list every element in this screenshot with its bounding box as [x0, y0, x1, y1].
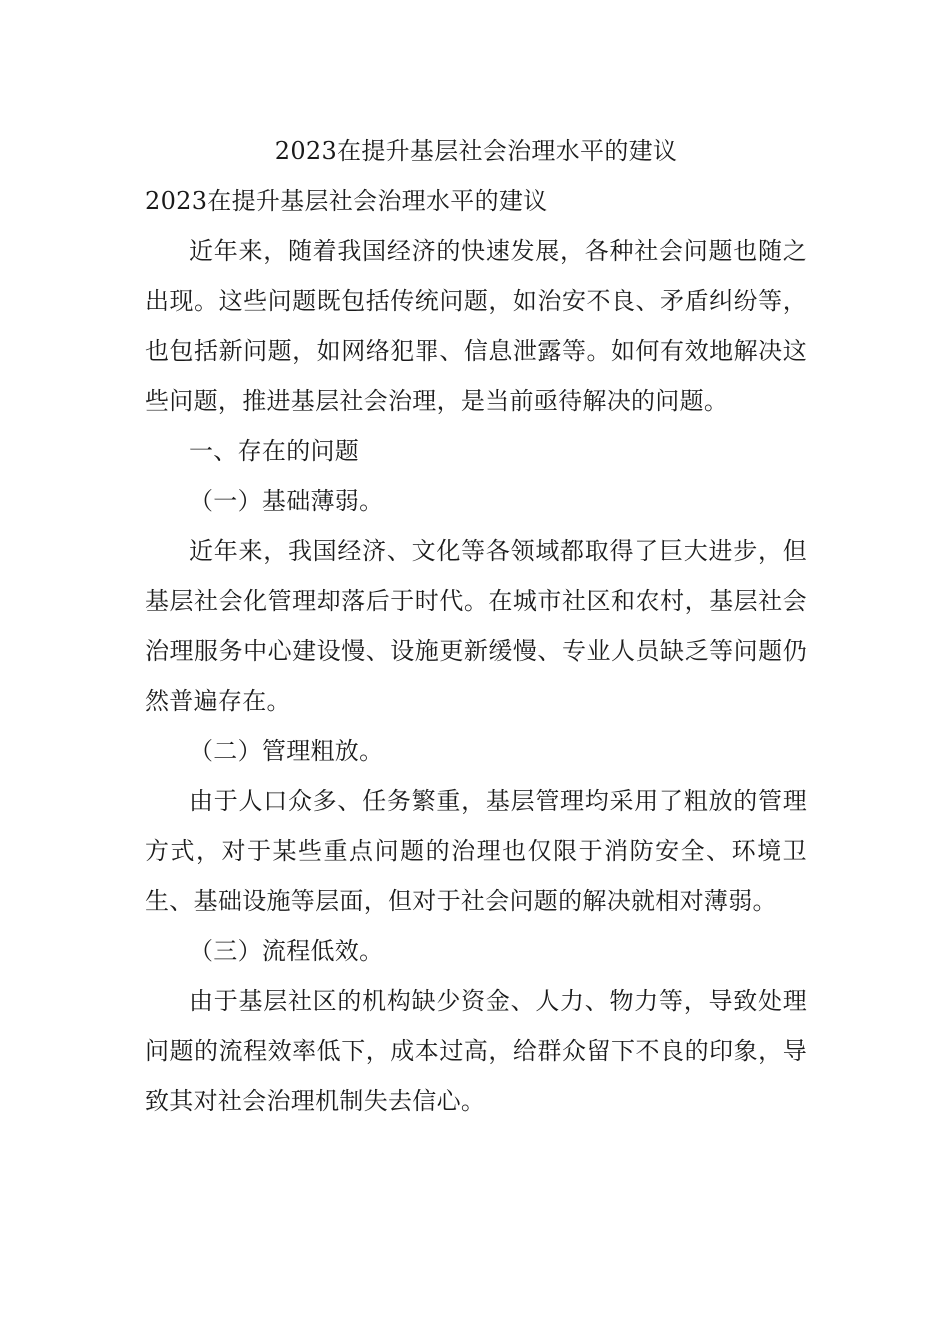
intro-paragraph: 近年来，随着我国经济的快速发展，各种社会问题也随之出现。这些问题既包括传统问题，如治安不良、矛盾纠纷等，也包括新问题，如网络犯罪、信息泄露等。如何有效地解决这些问题，推进基层社会治理，是当前亟待解决的问题。 — [145, 237, 807, 415]
document-title: 2023在提升基层社会治理水平的建议 — [274, 137, 678, 165]
subsection-heading-2: （二）管理粗放。 — [189, 737, 384, 765]
subsection-heading-1: （一）基础薄弱。 — [189, 487, 384, 515]
subsection-heading-3: （三）流程低效。 — [189, 937, 384, 965]
subsection-paragraph-3: 由于基层社区的机构缺少资金、人力、物力等，导致处理问题的流程效率低下，成本过高，给群众留下不良的印象，导致其对社会治理机制失去信心。 — [145, 987, 807, 1115]
document-subtitle: 2023在提升基层社会治理水平的建议 — [145, 187, 548, 215]
section-heading-problems: 一、存在的问题 — [189, 437, 360, 465]
subsection-paragraph-2: 由于人口众多、任务繁重，基层管理均采用了粗放的管理方式，对于某些重点问题的治理也仅限于消防安全、环境卫生、基础设施等层面，但对于社会问题的解决就相对薄弱。 — [145, 787, 807, 915]
subsection-paragraph-1: 近年来，我国经济、文化等各领域都取得了巨大进步，但基层社会化管理却落后于时代。在城市社区和农村，基层社会治理服务中心建设慢、设施更新缓慢、专业人员缺乏等问题仍然普遍存在。 — [145, 537, 807, 715]
document-body — [145, 126, 807, 1126]
